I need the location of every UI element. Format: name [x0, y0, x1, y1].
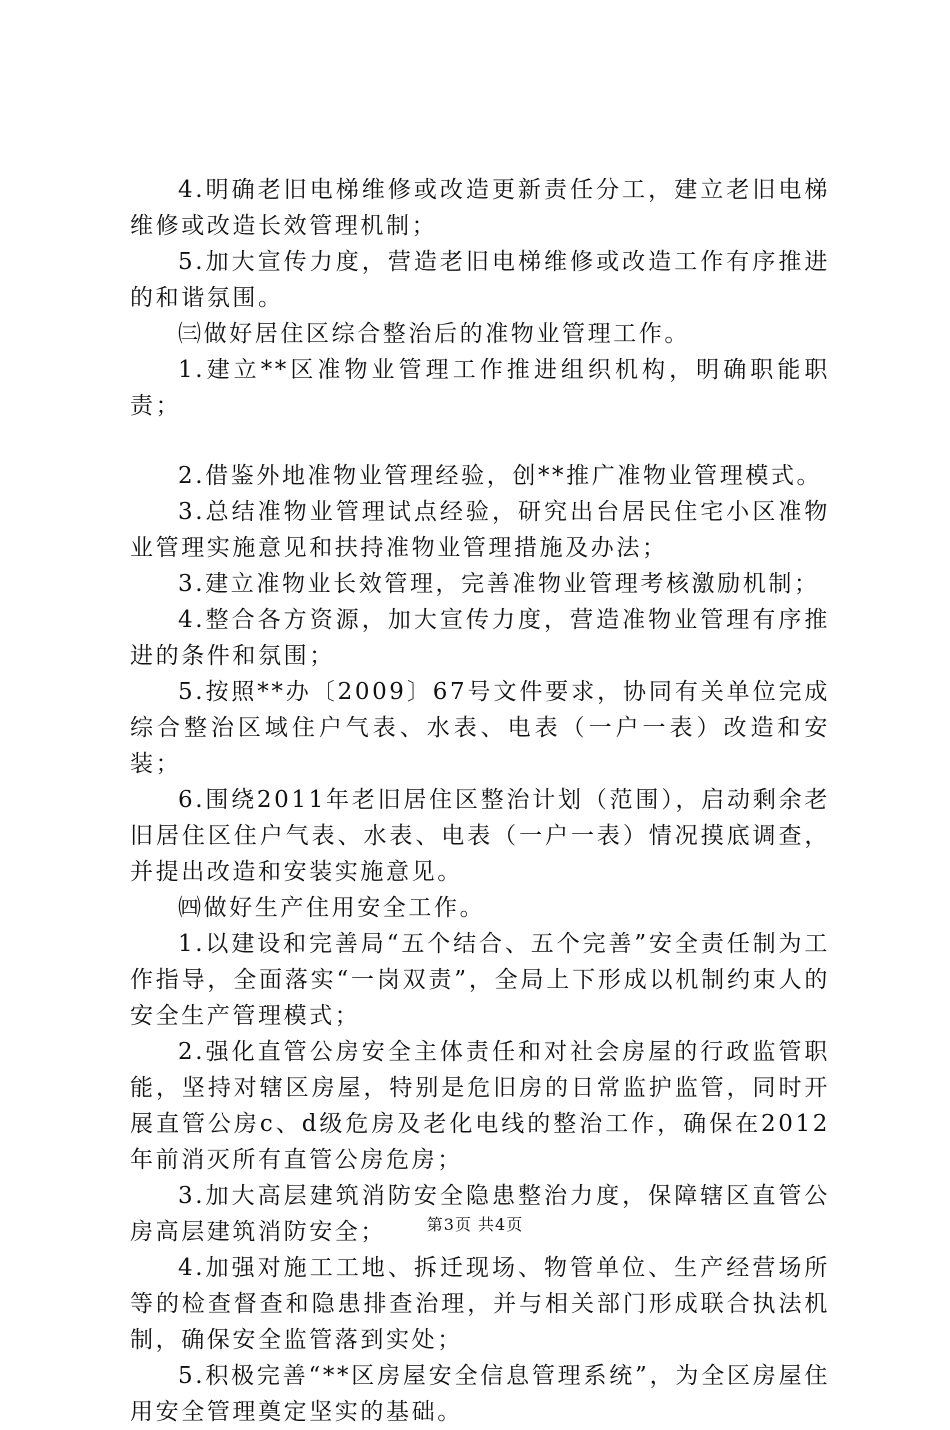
paragraph-information-system: 5.积极完善“**区房屋安全信息管理系统”，为全区房屋住用安全管理奠定坚实的基础。 — [130, 1363, 830, 1425]
paragraph-long-term-management: 3.建立准物业长效管理，完善准物业管理考核激励机制； — [178, 571, 820, 597]
paragraph-inspection: 4.加强对施工工地、拆迁现场、物管单位、生产经营场所等的检查督查和隐患排查治理，并与相关部门形成联合执法机制，确保安全监管落到实处； — [130, 1255, 830, 1353]
blank-gap — [130, 424, 830, 458]
document-body — [130, 172, 830, 1430]
paragraph-experience: 2.借鉴外地准物业管理经验，创**推广准物业管理模式。 — [178, 463, 823, 489]
paragraph-meter-survey: 6.围绕2011年老旧居住区整治计划（范围），启动剩余老旧居住区住户气表、水表、电表（一户一表）情况摸底调查，并提出改造和安装实施意见。 — [130, 787, 830, 885]
paragraph-elevator-responsibility: 4.明确老旧电梯维修或改造更新责任分工，建立老旧电梯维修或改造长效管理机制； — [130, 177, 830, 239]
paragraph-organization: 1.建立**区准物业管理工作推进组织机构，明确职能职责； — [130, 357, 830, 419]
paragraph-safety-responsibility: 1.以建设和完善局“五个结合、五个完善”安全责任制为工作指导，全面落实“一岗双责”，全局上下形成以机制约束人的安全生产管理模式； — [130, 931, 830, 1029]
paragraph-public-housing-safety: 2.强化直管公房安全主体责任和对社会房屋的行政监管职能，坚持对辖区房屋，特别是危旧房的日常监护监管，同时开展直管公房c、d级危房及老化电线的整治工作，确保在2012年前消灭所有直管公房危房； — [130, 1039, 830, 1173]
section-heading-quasi-property: ㈢做好居住区综合整治后的准物业管理工作。 — [178, 321, 690, 347]
section-heading-safety: ㈣做好生产住用安全工作。 — [178, 895, 486, 921]
paragraph-meter-installation: 5.按照**办〔2009〕67号文件要求，协同有关单位完成综合整治区域住户气表、水表、电表（一户一表）改造和安装； — [130, 679, 830, 777]
paragraph-fire-safety: 3.加大高层建筑消防安全隐患整治力度，保障辖区直管公房高层建筑消防安全； — [130, 1183, 830, 1245]
paragraph-resource-integration: 4.整合各方资源，加大宣传力度，营造准物业管理有序推进的条件和氛围； — [130, 607, 830, 669]
paragraph-pilot-summary: 3.总结准物业管理试点经验，研究出台居民住宅小区准物业管理实施意见和扶持准物业管理措施及办法； — [130, 499, 830, 561]
paragraph-elevator-publicity: 5.加大宣传力度，营造老旧电梯维修或改造工作有序推进的和谐氛围。 — [130, 249, 830, 311]
page-number-footer: 第3页 共4页 — [426, 1215, 524, 1234]
